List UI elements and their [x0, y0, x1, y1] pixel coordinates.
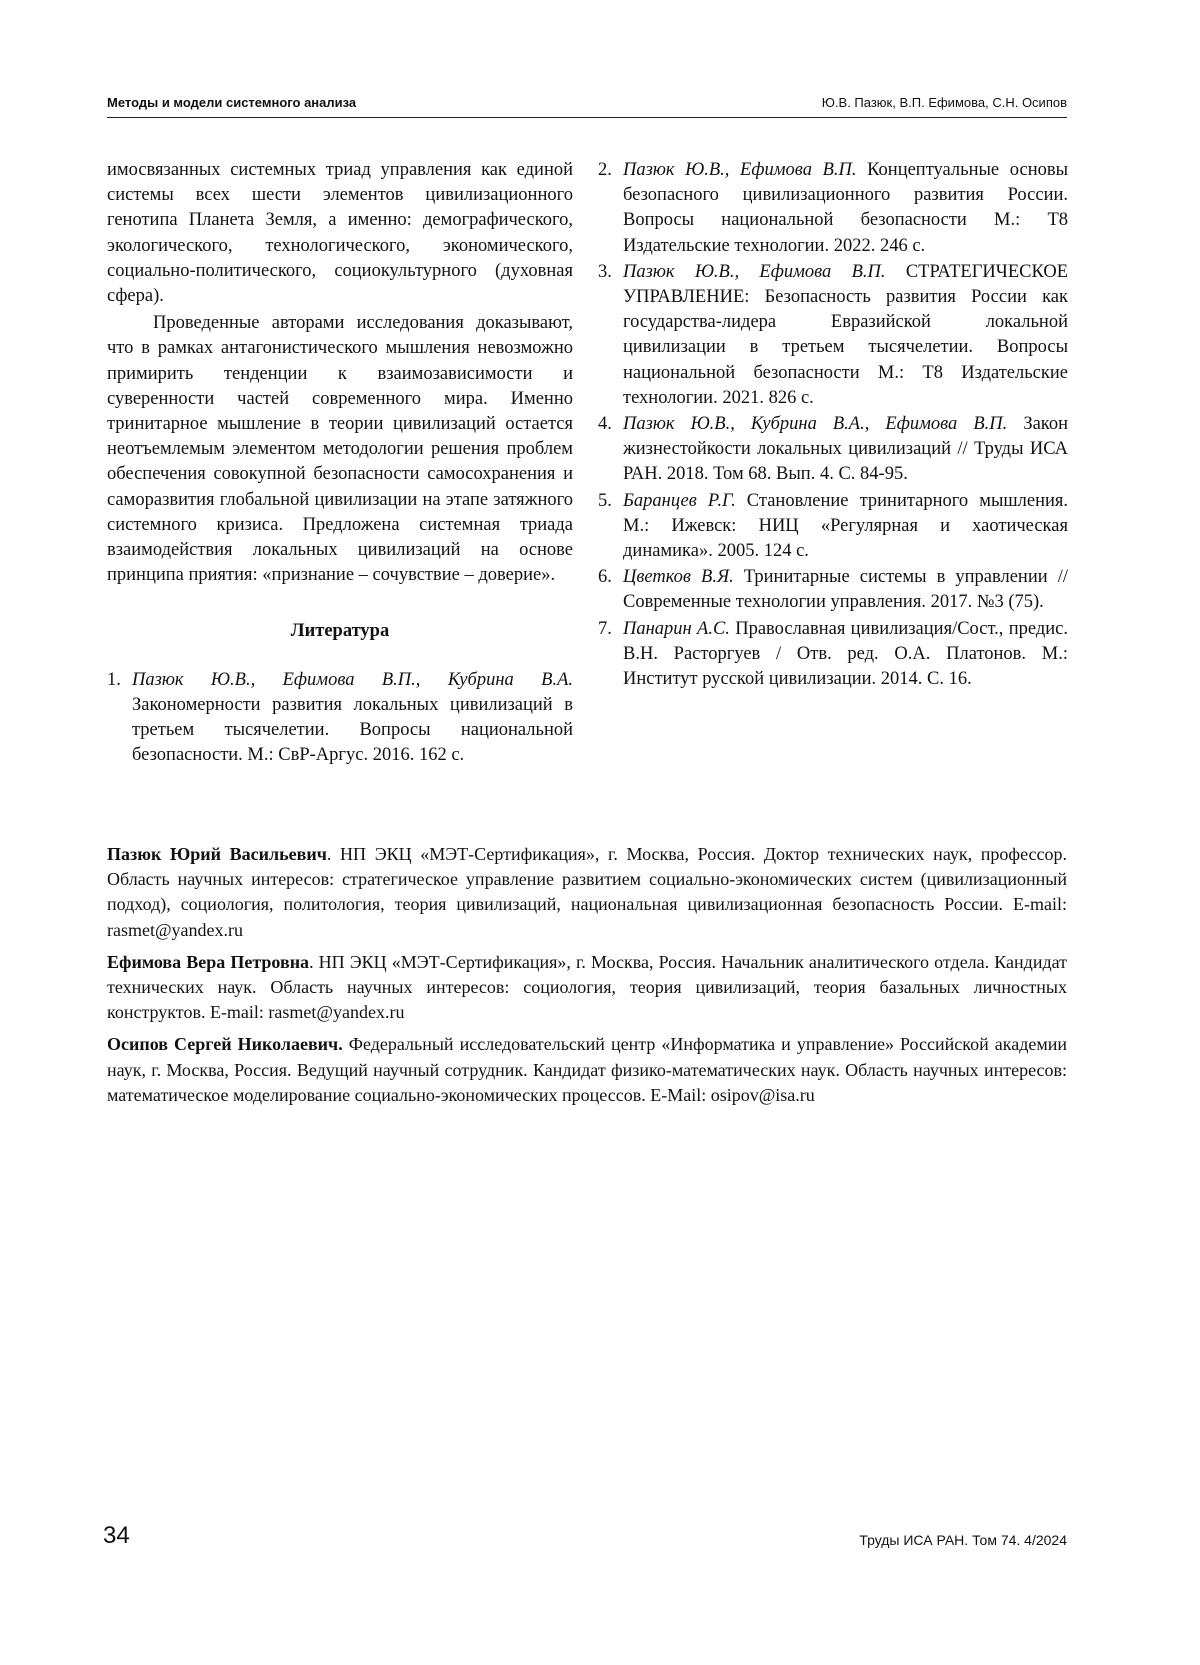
reference-text: Закономерности развития локальных цивилизаций в третьем тысячелетии. Вопросы национальной безопасности. М.: СвР-Аргус. 2016. 162 с.: [132, 694, 573, 766]
reference-item: [598, 412, 1068, 488]
author-bio-text: . НП ЭКЦ «МЭТ-Сертификация», г. Москва, Россия. Начальник аналитического отдела. Кандидат технических наук. Область научных интересов: социология, теория цивилизаций, теория базальных личностных конструктов. E-mail: rasmet@yandex.ru: [107, 951, 1067, 1023]
reference-item: [598, 617, 1068, 693]
reference-authors: Панарин А.С.: [623, 618, 730, 639]
reference-item: [598, 158, 1068, 259]
reference-number: 6.: [598, 567, 612, 588]
author-bio: [107, 842, 1067, 943]
reference-number: 4.: [598, 414, 612, 435]
right-column: [598, 158, 1068, 693]
reference-text: Закон жизнестойкости локальных цивилизаций // Труды ИСА РАН. 2018. Том 68. Вып. 4. С. 84-95.: [623, 414, 1068, 485]
header-authors: Ю.В. Пазюк, В.П. Ефимова, С.Н. Осипов: [821, 95, 1067, 110]
section-title: Методы и модели системного анализа: [107, 95, 357, 110]
author-bio-text: Федеральный исследовательский центр «Информатика и управление» Российской академии наук, г. Москва, Россия. Ведущий научный сотрудник. Кандидат физико-математических наук. Область научных интересов: математическое моделирование социально-экономических процессов. E-Mail: osipov@isa.ru: [107, 1034, 1067, 1105]
author-bio-text: . НП ЭКЦ «МЭТ-Сертификация», г. Москва, Россия. Доктор технических наук, профессор. Область научных интересов: стратегическое управление развитием социально-экономических систем (цивилизационный подход), социология, политология, теория цивилизаций, национальная цивилизационная безопасность России. E-mail: rasmet@yandex.ru: [107, 844, 1067, 940]
reference-number: 3.: [598, 261, 612, 282]
reference-number: 7.: [598, 618, 612, 639]
literature-heading: Литература: [290, 621, 390, 642]
reference-item: [107, 668, 573, 769]
reference-authors: Пазюк Ю.В., Кубрина В.А., Ефимова В.П.: [623, 414, 1008, 435]
reference-text: Концептуальные основы безопасного цивилизационного развития России. Вопросы национальной безопасности М.: Т8 Издательские технологии. 2022. 246 с.: [623, 160, 1069, 256]
journal-footer: Труды ИСА РАН. Том 74. 4/2024: [859, 1532, 1067, 1548]
reference-authors: Пазюк Ю.В., Ефимова В.П.: [623, 261, 886, 282]
reference-text: Тринитарные системы в управлении //Современные технологии управления. 2017. №3 (75).: [623, 567, 1068, 613]
running-header: [107, 95, 1067, 118]
page-number: 34: [103, 1522, 130, 1549]
reference-authors: Баранцев Р.Г.: [623, 490, 736, 511]
reference-authors: Пазюк Ю.В., Ефимова В.П.: [623, 160, 857, 180]
reference-authors: Пазюк Ю.В., Ефимова В.П., Кубрина В.А.: [132, 669, 573, 690]
body-paragraph-2: Проведенные авторами исследования доказывают, что в рамках антагонистического мышления невозможно примирить тенденции к взаимозависимости и суверенности частей современного мира. Именно тринитарное мышление в теории цивилизаций остается неотъемлемым элементом методологии решения проблем обеспечения совокупной безопасности самосохранения и саморазвития глобальной цивилизации на этапе затяжного системного кризиса. Предложена системная триада взаимодействия локальных цивилизаций на основе принципа приятия: «признание – сочувствие – доверие».: [107, 313, 573, 586]
author-name: Пазюк Юрий Васильевич: [107, 844, 327, 864]
body-paragraph-1: имосвязанных системных триад управления как единой системы всех шести элементов цивилизационного генотипа Планета Земля, а именно: демографического, экологического, технологического, экономического, социально-политического, социокультурного (духовная сфера).: [107, 160, 573, 307]
author-bios: [107, 842, 1067, 1115]
reference-text: Православная цивилизация/Сост., предис. В.Н. Расторгуев / Отв. ред. О.А. Платонов. М.: Институт русской цивилизации. 2014. С. 16.: [623, 618, 1068, 690]
reference-text: СТРАТЕГИЧЕСКОЕ УПРАВЛЕНИЕ: Безопасность развития России как государства-лидера Евразийской локальной цивилизации в третьем тысячелетии. Вопросы национальной безопасности М.: Т8 Издательские технологии. 2021. 826 с.: [623, 261, 1068, 408]
reference-number: 5.: [598, 490, 612, 511]
reference-item: [598, 565, 1068, 615]
author-name: Осипов Сергей Николаевич.: [107, 1034, 343, 1055]
reference-item: [598, 260, 1068, 411]
author-name: Ефимова Вера Петровна: [107, 951, 310, 972]
left-column: [107, 158, 573, 769]
author-bio: [107, 1032, 1067, 1108]
reference-item: [598, 489, 1068, 565]
reference-number: 2.: [598, 160, 612, 180]
reference-authors: Цветков В.Я.: [623, 567, 734, 588]
reference-text: Становление тринитарного мышления. М.: Ижевск: НИЦ «Регулярная и хаотическая динамика». 2005. 124 с.: [623, 490, 1068, 562]
reference-number: 1.: [107, 669, 121, 690]
author-bio: [107, 950, 1067, 1026]
